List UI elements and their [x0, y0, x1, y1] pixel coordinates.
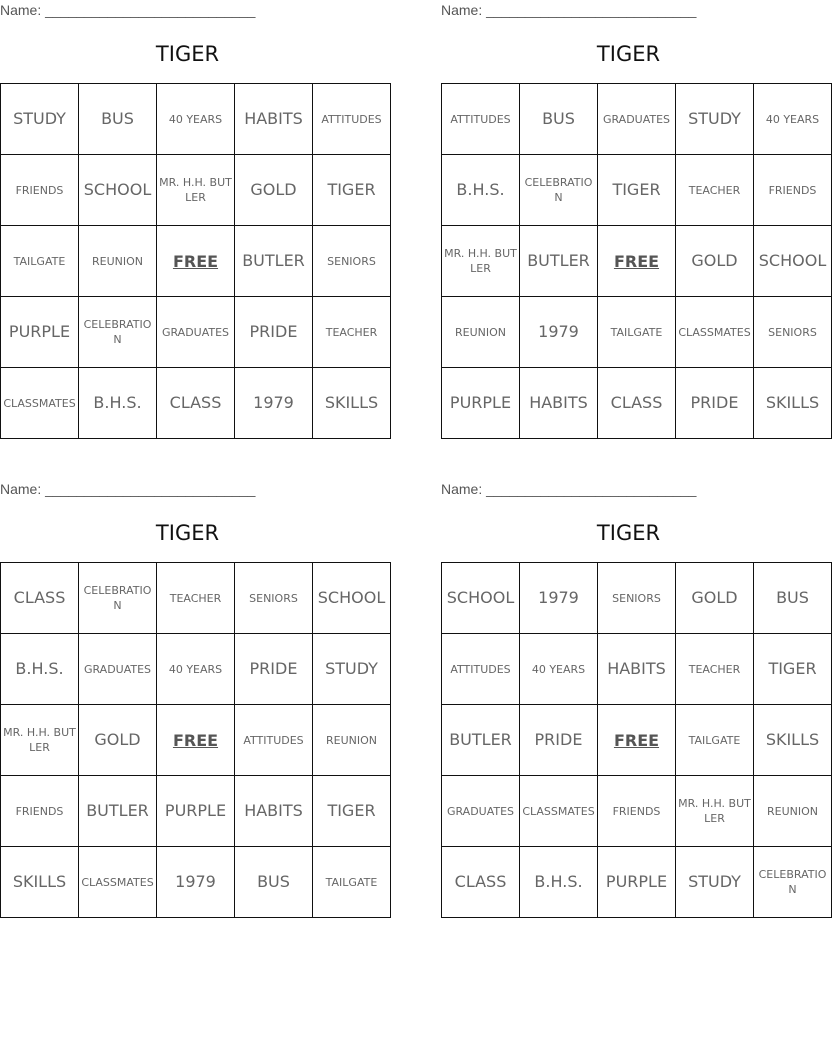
grid-row: [1, 226, 391, 297]
bingo-cell: 1979: [157, 847, 235, 918]
grid-row: [1, 563, 391, 634]
bingo-cell: FRIENDS: [754, 155, 832, 226]
bingo-cell: SKILLS: [1, 847, 79, 918]
bingo-cell: REUNION: [754, 776, 832, 847]
name-field: Name: ___________________________: [0, 481, 256, 497]
bingo-cell: CLASSMATES: [676, 297, 754, 368]
bingo-cell: REUNION: [313, 705, 391, 776]
bingo-cell: GRADUATES: [79, 634, 157, 705]
bingo-cell: SENIORS: [313, 226, 391, 297]
bingo-cell: TIGER: [598, 155, 676, 226]
bingo-cell: 40 YEARS: [520, 634, 598, 705]
grid-row: [1, 705, 391, 776]
bingo-grid: [0, 83, 391, 439]
bingo-grid: [0, 562, 391, 918]
bingo-cell: GOLD: [79, 705, 157, 776]
bingo-cell: PURPLE: [1, 297, 79, 368]
bingo-cell: 1979: [520, 297, 598, 368]
bingo-cell: CELEBRATION: [520, 155, 598, 226]
bingo-cell: SCHOOL: [79, 155, 157, 226]
bingo-cell: BUS: [235, 847, 313, 918]
grid-row: [442, 155, 832, 226]
bingo-cell: TEACHER: [157, 563, 235, 634]
bingo-cell: STUDY: [1, 84, 79, 155]
card-title: TIGER: [596, 42, 661, 66]
bingo-cell: HABITS: [598, 634, 676, 705]
card-title: TIGER: [155, 42, 220, 66]
bingo-cell: CLASSMATES: [520, 776, 598, 847]
bingo-cell: HABITS: [235, 84, 313, 155]
free-space: FREE: [157, 226, 235, 297]
bingo-cell: TIGER: [313, 776, 391, 847]
bingo-cell: CLASSMATES: [1, 368, 79, 439]
free-space: FREE: [598, 226, 676, 297]
bingo-cell: BUTLER: [79, 776, 157, 847]
bingo-cell: BUS: [754, 563, 832, 634]
grid-row: [1, 847, 391, 918]
bingo-grid: [441, 562, 832, 918]
bingo-cell: GOLD: [235, 155, 313, 226]
bingo-cell: GRADUATES: [598, 84, 676, 155]
bingo-cell: SKILLS: [313, 368, 391, 439]
bingo-cell: PRIDE: [676, 368, 754, 439]
grid-row: [442, 368, 832, 439]
bingo-cell: B.H.S.: [79, 368, 157, 439]
bingo-cell: TAILGATE: [313, 847, 391, 918]
bingo-cell: SCHOOL: [754, 226, 832, 297]
bingo-cell: BUS: [79, 84, 157, 155]
bingo-cell: HABITS: [520, 368, 598, 439]
bingo-cell: SKILLS: [754, 705, 832, 776]
bingo-cell: SENIORS: [235, 563, 313, 634]
bingo-cell: CELEBRATION: [79, 297, 157, 368]
card-title: TIGER: [596, 521, 661, 545]
bingo-cell: SKILLS: [754, 368, 832, 439]
bingo-cell: TEACHER: [313, 297, 391, 368]
card-title: TIGER: [155, 521, 220, 545]
name-field: Name: ___________________________: [441, 2, 697, 18]
bingo-cell: FRIENDS: [598, 776, 676, 847]
bingo-cell: TEACHER: [676, 634, 754, 705]
bingo-cell: STUDY: [676, 847, 754, 918]
bingo-cell: PURPLE: [157, 776, 235, 847]
bingo-cell: MR. H.H. BUTLER: [157, 155, 235, 226]
bingo-cell: TAILGATE: [676, 705, 754, 776]
bingo-cell: PRIDE: [235, 634, 313, 705]
grid-row: [442, 634, 832, 705]
bingo-cell: TIGER: [313, 155, 391, 226]
bingo-cell: TAILGATE: [1, 226, 79, 297]
bingo-cell: REUNION: [79, 226, 157, 297]
bingo-cell: SENIORS: [754, 297, 832, 368]
bingo-cell: GRADUATES: [442, 776, 520, 847]
bingo-cell: SENIORS: [598, 563, 676, 634]
grid-row: [1, 634, 391, 705]
grid-row: [442, 84, 832, 155]
bingo-cell: CLASS: [1, 563, 79, 634]
grid-row: [1, 297, 391, 368]
bingo-cell: 1979: [235, 368, 313, 439]
bingo-grid: [441, 83, 832, 439]
bingo-cell: FRIENDS: [1, 776, 79, 847]
bingo-cell: CELEBRATION: [754, 847, 832, 918]
bingo-cell: BUS: [520, 84, 598, 155]
bingo-cell: ATTITUDES: [442, 84, 520, 155]
grid-row: [1, 368, 391, 439]
bingo-cell: MR. H.H. BUTLER: [676, 776, 754, 847]
bingo-cell: PRIDE: [520, 705, 598, 776]
name-field: Name: ___________________________: [0, 2, 256, 18]
bingo-cell: GOLD: [676, 226, 754, 297]
bingo-cell: 40 YEARS: [754, 84, 832, 155]
bingo-cell: STUDY: [676, 84, 754, 155]
bingo-cell: GRADUATES: [157, 297, 235, 368]
grid-row: [442, 847, 832, 918]
grid-row: [442, 776, 832, 847]
bingo-cell: STUDY: [313, 634, 391, 705]
bingo-cell: ATTITUDES: [313, 84, 391, 155]
bingo-cell: FRIENDS: [1, 155, 79, 226]
bingo-cell: ATTITUDES: [442, 634, 520, 705]
bingo-cell: CLASSMATES: [79, 847, 157, 918]
bingo-cell: PURPLE: [442, 368, 520, 439]
bingo-cell: MR. H.H. BUTLER: [1, 705, 79, 776]
grid-row: [442, 297, 832, 368]
bingo-cell: CELEBRATION: [79, 563, 157, 634]
bingo-cell: SCHOOL: [313, 563, 391, 634]
bingo-cell: 1979: [520, 563, 598, 634]
bingo-cell: ATTITUDES: [235, 705, 313, 776]
grid-row: [1, 776, 391, 847]
bingo-cell: HABITS: [235, 776, 313, 847]
grid-row: [442, 226, 832, 297]
grid-row: [1, 84, 391, 155]
bingo-cell: 40 YEARS: [157, 634, 235, 705]
bingo-cell: BUTLER: [520, 226, 598, 297]
bingo-cell: REUNION: [442, 297, 520, 368]
bingo-cell: TAILGATE: [598, 297, 676, 368]
grid-row: [442, 705, 832, 776]
bingo-cell: GOLD: [676, 563, 754, 634]
name-field: Name: ___________________________: [441, 481, 697, 497]
grid-row: [1, 155, 391, 226]
bingo-cell: BUTLER: [442, 705, 520, 776]
bingo-cell: PRIDE: [235, 297, 313, 368]
bingo-cell: TIGER: [754, 634, 832, 705]
free-space: FREE: [157, 705, 235, 776]
bingo-cell: SCHOOL: [442, 563, 520, 634]
bingo-cell: CLASS: [157, 368, 235, 439]
bingo-cell: PURPLE: [598, 847, 676, 918]
bingo-cell: CLASS: [442, 847, 520, 918]
bingo-cell: CLASS: [598, 368, 676, 439]
bingo-cell: BUTLER: [235, 226, 313, 297]
bingo-cell: B.H.S.: [442, 155, 520, 226]
bingo-cell: 40 YEARS: [157, 84, 235, 155]
bingo-cell: TEACHER: [676, 155, 754, 226]
bingo-cell: B.H.S.: [520, 847, 598, 918]
grid-row: [442, 563, 832, 634]
free-space: FREE: [598, 705, 676, 776]
bingo-cell: B.H.S.: [1, 634, 79, 705]
bingo-cell: MR. H.H. BUTLER: [442, 226, 520, 297]
